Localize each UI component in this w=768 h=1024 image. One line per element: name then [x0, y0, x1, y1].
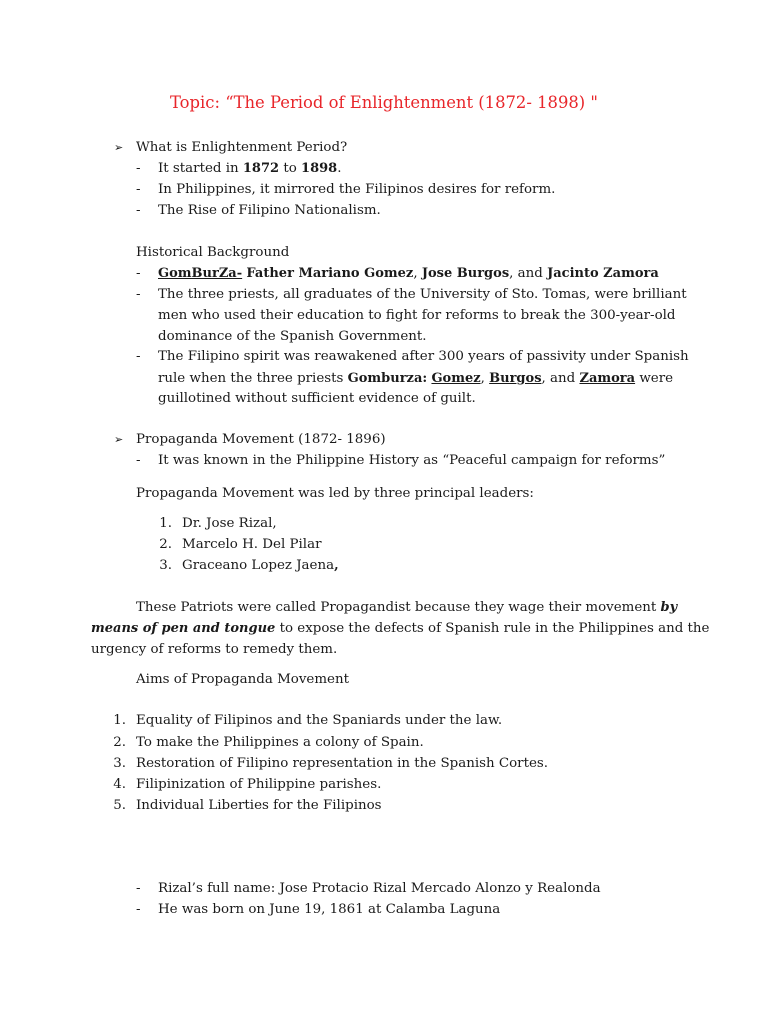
- bullet-rizal-birth: He was born on June 19, 1861 at Calamba Laguna: [158, 902, 501, 917]
- paragraph-spirit-line1: The Filipino spirit was reawakened after 300 years of passivity under Spanish: [158, 349, 689, 364]
- list-number: 3.: [159, 558, 172, 573]
- dash-bullet: -: [136, 182, 141, 197]
- propagandist-paragraph-line1: These Patriots were called Propagandist because they wage their movement by: [136, 600, 678, 615]
- document-title: Topic: “The Period of Enlightenment (1872- 1898) ": [170, 93, 598, 112]
- paragraph-spirit-line2: rule when the three priests Gomburza: Gomez, Burgos, and Zamora were: [158, 371, 674, 386]
- dash-bullet: -: [136, 203, 141, 218]
- dash-bullet: -: [136, 349, 141, 364]
- aim-item: Restoration of Filipino representation in the Spanish Cortes.: [136, 756, 549, 771]
- leader-item: Dr. Jose Rizal,: [182, 516, 277, 531]
- list-number: 1.: [159, 516, 172, 531]
- dash-bullet: -: [136, 266, 141, 281]
- dash-bullet: -: [136, 453, 141, 468]
- propagandist-paragraph-line3: urgency of reforms to remedy them.: [91, 642, 338, 657]
- bullet-mirrored-desires: In Philippines, it mirrored the Filipinos desires for reform.: [158, 182, 556, 197]
- aim-item: To make the Philippines a colony of Spain.: [136, 735, 424, 750]
- dash-bullet: -: [136, 161, 141, 176]
- paragraph-priests-line1: The three priests, all graduates of the University of Sto. Tomas, were brilliant: [158, 287, 687, 302]
- propagandist-paragraph-line2: means of pen and tongue to expose the defects of Spanish rule in the Philippines and the: [91, 621, 710, 636]
- list-number: 5.: [113, 798, 126, 813]
- section-heading-enlightenment: What is Enlightenment Period?: [136, 140, 348, 155]
- bullet-rise-nationalism: The Rise of Filipino Nationalism.: [158, 203, 381, 218]
- bullet-peaceful-campaign: It was known in the Philippine History as “Peaceful campaign for reforms”: [158, 453, 666, 468]
- leader-item: Marcelo H. Del Pilar: [182, 537, 322, 552]
- bullet-rizal-full-name: Rizal’s full name: Jose Protacio Rizal Mercado Alonzo y Realonda: [158, 881, 601, 896]
- bullet-gomburza-names: GomBurZa- Father Mariano Gomez, Jose Burgos, and Jacinto Zamora: [158, 266, 659, 281]
- paragraph-priests-line3: dominance of the Spanish Government.: [158, 329, 427, 344]
- aims-heading: Aims of Propaganda Movement: [136, 672, 349, 687]
- list-number: 2.: [159, 537, 172, 552]
- arrow-bullet-icon: ➢: [114, 141, 124, 154]
- bullet-start-years: It started in 1872 to 1898.: [158, 161, 342, 176]
- paragraph-spirit-line3: guillotined without sufficient evidence of guilt.: [158, 391, 476, 406]
- list-number: 3.: [113, 756, 126, 771]
- leader-item: Graceano Lopez Jaena,: [182, 558, 339, 573]
- aim-item: Individual Liberties for the Filipinos: [136, 798, 382, 813]
- list-number: 2.: [113, 735, 126, 750]
- aim-item: Filipinization of Philippine parishes.: [136, 777, 382, 792]
- arrow-bullet-icon: ➢: [114, 433, 124, 446]
- historical-background-heading: Historical Background: [136, 245, 290, 260]
- list-number: 1.: [113, 713, 126, 728]
- paragraph-priests-line2: men who used their education to fight for reforms to break the 300-year-old: [158, 308, 676, 323]
- dash-bullet: -: [136, 881, 141, 896]
- list-number: 4.: [113, 777, 126, 792]
- leaders-intro: Propaganda Movement was led by three principal leaders:: [136, 486, 534, 501]
- aim-item: Equality of Filipinos and the Spaniards under the law.: [136, 713, 503, 728]
- dash-bullet: -: [136, 902, 141, 917]
- dash-bullet: -: [136, 287, 141, 302]
- section-heading-propaganda: Propaganda Movement (1872- 1896): [136, 432, 386, 447]
